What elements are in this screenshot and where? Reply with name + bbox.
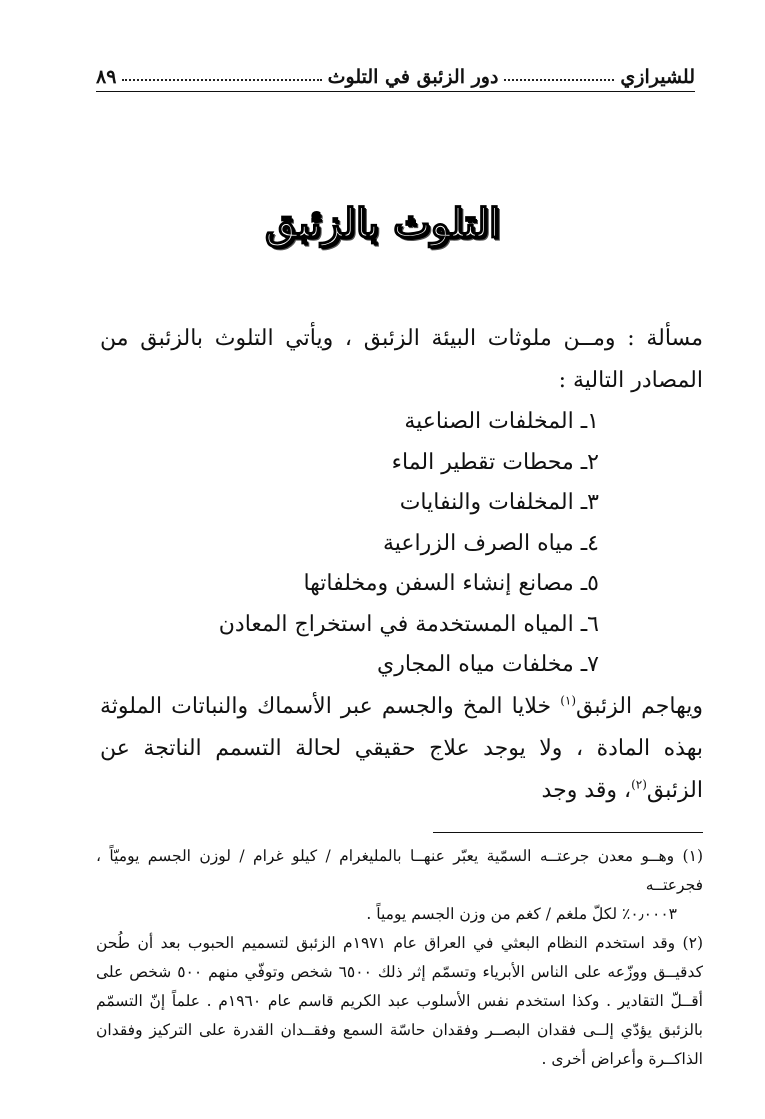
footnote-ref-2[interactable]: (٢)	[631, 777, 647, 792]
footnotes	[96, 842, 703, 1074]
header-divider	[96, 91, 695, 92]
closing-paragraph	[100, 686, 703, 812]
header-author: للشيرازي	[620, 66, 695, 88]
footnote-1-rest: ٠٫٠٠٠٣٪ لكلّ ملغم / كغم من وزن الجسم يومياً .	[366, 905, 677, 923]
pollution-sources-list	[100, 402, 703, 686]
footnote-ref-1[interactable]: (١)	[560, 693, 577, 708]
list-item: ٥ـ مصانع إنشاء السفن ومخلفاتها	[303, 571, 599, 596]
header-leader-dots	[122, 78, 321, 81]
page-number: ٨٩	[96, 66, 117, 88]
closing-text-part1: ويهاجم الزئبق	[576, 693, 703, 719]
footnote-divider	[433, 832, 703, 833]
list-item: ٤ـ مياه الصرف الزراعية	[383, 530, 599, 556]
footnote-1	[96, 842, 703, 929]
footnote-1-first: (١) وهــو معدن جرعتــه السمّية يعبّر عنهــا بالمليغرام / كيلو غرام / لوزن الجسم يوميّاً ، فجرعتــه	[96, 847, 703, 894]
footnote-2	[96, 929, 703, 1074]
list-item: ١ـ المخلفات الصناعية	[404, 409, 599, 434]
body-text	[100, 318, 703, 812]
header-chapter-title: دور الزئبق في التلوث	[327, 66, 499, 88]
closing-text-part2: خلايا المخ والجسم عبر الأسماك والنباتات الملوثة بهذه المادة ، ولا يوجد علاج حقيقي لحالة التسمم الناتجة عن الزئبق	[100, 693, 703, 803]
running-header	[96, 54, 695, 88]
footnote-2-first: (٢) وقد استخدم النظام البعثي في العراق عام ١٩٧١م الزئبق لتسميم الحبوب بعد أن طُحن كدقيــق	[96, 934, 703, 981]
list-item: ٦ـ المياه المستخدمة في استخراج المعادن	[218, 611, 599, 637]
header-leader-dots	[504, 78, 614, 81]
list-item: ٣ـ المخلفات والنفايات	[399, 490, 599, 515]
closing-text-part3: ، وقد وجد	[541, 777, 632, 803]
section-title: التلوث بالزئبق	[265, 200, 500, 247]
intro-paragraph: مسألة : ومــن ملوثات البيئة الزئبق ، ويأتي التلوث بالزئبق من المصادر التالية :	[100, 326, 703, 393]
footnote-2-rest: ووزّعه على الناس الأبرياء وتسمّم إثر ذلك ٦٥٠٠ شخص وتوفّي منهم ٥٠٠ شخص على أقــلّ التقادير . وكذا استخدم نفس الأسلوب عبد الكريم قاسم عام ١٩٦٠م . علماً إنّ التسمّم بالزئبق يؤدّي إلــى فقدان البصــر وفقدان حاسّة السمع وفقــدان القدرة على التركيز وفقدان الذاكــرة وأعراض أخرى .	[96, 963, 703, 1068]
list-item: ٧ـ مخلفات مياه المجاري	[377, 652, 599, 677]
list-item: ٢ـ محطات تقطير الماء	[391, 449, 599, 475]
